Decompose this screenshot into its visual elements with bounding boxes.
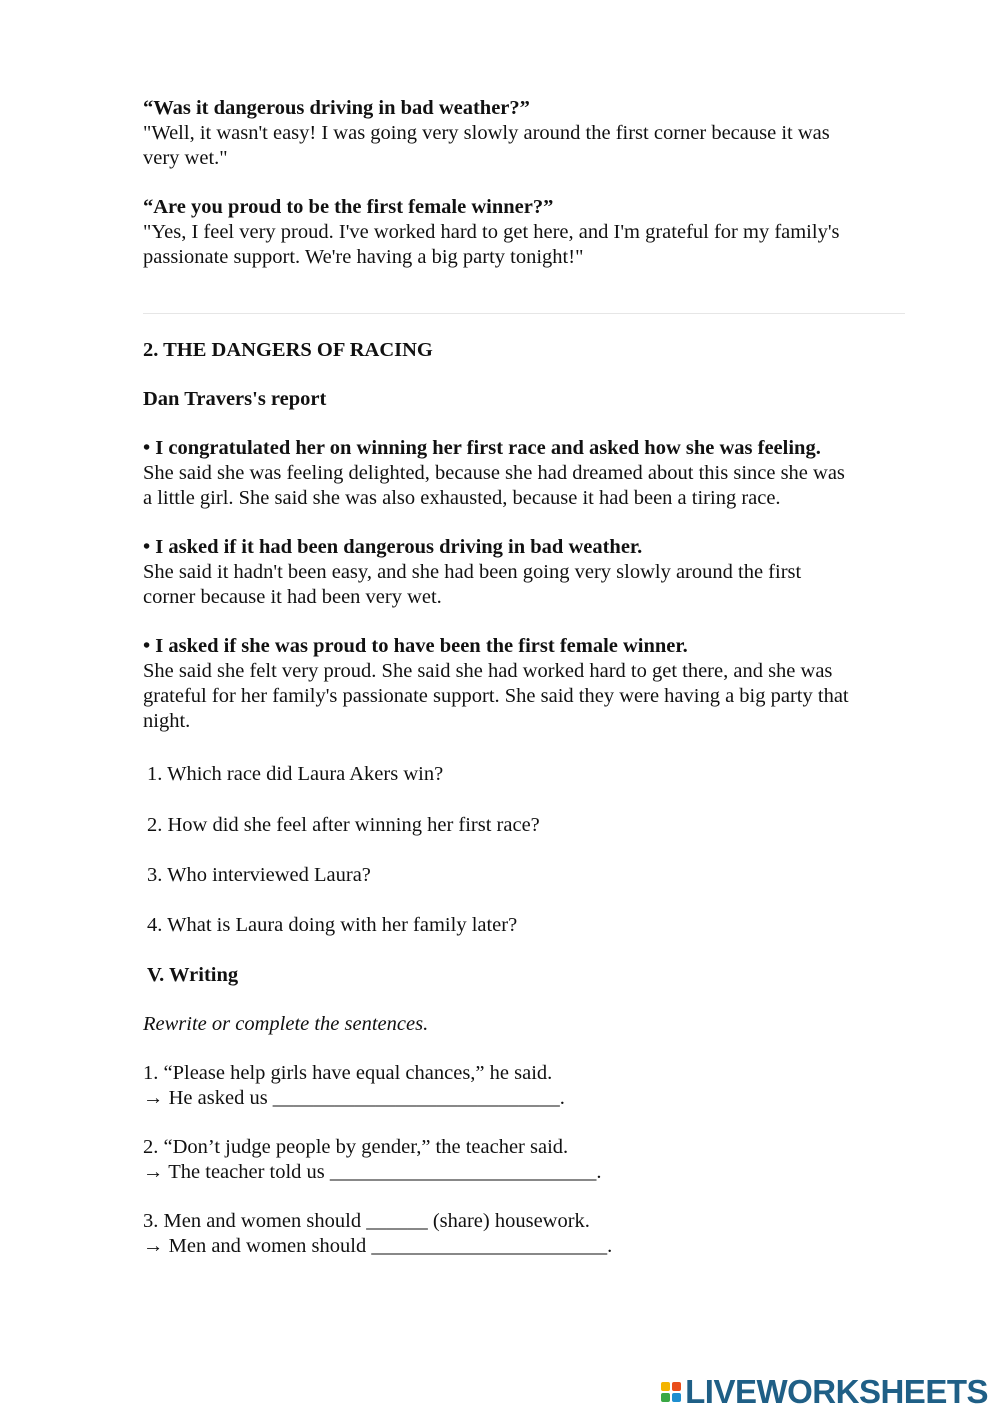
logo-block — [672, 1382, 681, 1391]
interview-question: “Are you proud to be the first female winner?” — [143, 196, 554, 218]
liveworksheets-logo — [661, 1372, 988, 1412]
writing-item-3 — [143, 1209, 913, 1259]
writing-heading: V. Writing — [147, 964, 239, 986]
interview-answer-line: "Yes, I feel very proud. I've worked hard to get here, and I'm grateful for my family's — [143, 221, 840, 243]
report-item-3 — [143, 634, 913, 734]
writing-answer-line[interactable]: → He asked us ____________________________. — [143, 1087, 565, 1109]
report-item-line: grateful for her family's passionate support. She said they were having a big party that — [143, 685, 849, 707]
logo-block — [661, 1382, 670, 1391]
writing-item-1 — [143, 1061, 913, 1111]
writing-answer-line[interactable]: → The teacher told us __________________________. — [143, 1161, 602, 1183]
interview-answer-line: very wet." — [143, 147, 228, 169]
section-heading: 2. THE DANGERS OF RACING — [143, 339, 433, 361]
report-item-title: • I congratulated her on winning her first race and asked how she was feeling. — [143, 437, 821, 459]
logo-block — [661, 1393, 670, 1402]
interview-answer-line: passionate support. We're having a big party tonight!" — [143, 246, 584, 268]
writing-instruction: Rewrite or complete the sentences. — [143, 1013, 429, 1035]
report-item-1 — [143, 436, 913, 511]
question-4: 4. What is Laura doing with her family later? — [147, 914, 518, 936]
report-item-line: She said she was feeling delighted, because she had dreamed about this since she was — [143, 462, 845, 484]
writing-prompt: 1. “Please help girls have equal chances,” he said. — [143, 1062, 553, 1084]
question-1: 1. Which race did Laura Akers win? — [147, 763, 444, 785]
writing-prompt: 3. Men and women should ______ (share) housework. — [143, 1210, 590, 1232]
writing-answer-line[interactable]: → Men and women should _______________________. — [143, 1235, 613, 1257]
report-item-title: • I asked if it had been dangerous driving in bad weather. — [143, 536, 643, 558]
report-subheading: Dan Travers's report — [143, 388, 327, 410]
interview-answer-line: "Well, it wasn't easy! I was going very slowly around the first corner because it was — [143, 122, 830, 144]
logo-blocks-icon — [661, 1382, 681, 1402]
report-item-title: • I asked if she was proud to have been the first female winner. — [143, 635, 688, 657]
logo-text: LIVEWORKSHEETS — [685, 1373, 988, 1410]
interview-qa-1 — [143, 96, 913, 171]
report-item-line: She said she felt very proud. She said she had worked hard to get there, and she was — [143, 660, 833, 682]
report-item-2 — [143, 535, 913, 610]
question-3: 3. Who interviewed Laura? — [147, 864, 371, 886]
report-item-line: corner because it had been very wet. — [143, 586, 442, 608]
report-item-line: She said it hadn't been easy, and she had been going very slowly around the first — [143, 561, 802, 583]
logo-block — [672, 1393, 681, 1402]
report-item-line: a little girl. She said she was also exhausted, because it had been a tiring race. — [143, 487, 781, 509]
interview-qa-2 — [143, 195, 913, 270]
report-item-line: night. — [143, 710, 191, 732]
question-2: 2. How did she feel after winning her first race? — [147, 814, 540, 836]
writing-item-2 — [143, 1135, 913, 1185]
section-divider — [143, 313, 905, 314]
writing-prompt: 2. “Don’t judge people by gender,” the teacher said. — [143, 1136, 569, 1158]
interview-question: “Was it dangerous driving in bad weather?” — [143, 97, 530, 119]
